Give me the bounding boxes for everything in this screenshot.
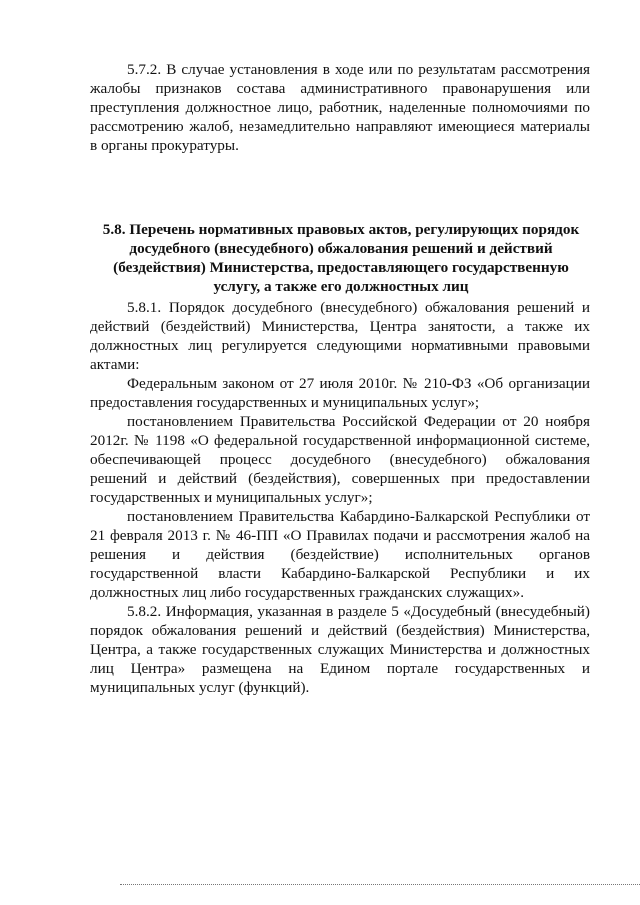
paragraph-5-8-2: 5.8.2. Информация, указанная в разделе 5 «Досудебный (внесудебный) порядок обжалования решений и действий (бездействия) Министерства, Центра, а также государственных служащих Министерства и должностных лиц Центра» размещена на Едином портале государственных и муниципальных услуг (функций). xyxy=(90,603,590,696)
section-5-7-2 xyxy=(90,60,590,155)
act-government-decree-rf: постановлением Правительства Российской Федерации от 20 ноября 2012г. № 1198 «О федеральной государственной информационной системе, обеспечивающей процесс досудебного (внесудебного) обжалования решений и действий (бездействия), совершенных при предоставлении государственных и муниципальных услуг»; xyxy=(90,413,590,506)
act-government-decree-kbr: постановлением Правительства Кабардино-Балкарской Республики от 21 февраля 2013 г. № 46-ПП «О Правилах подачи и рассмотрения жалоб на решения и действия (бездействие) исполнительных органов государственной власти Кабардино-Балкарской Республики и их должностных лиц либо государственных гражданских служащих». xyxy=(90,508,590,601)
paragraph-5-8-1: 5.8.1. Порядок досудебного (внесудебного) обжалования решений и действий (бездействий) Министерства, Центра занятости, а также их должностных лиц регулируется следующими нормативными правовыми актами: xyxy=(90,299,590,373)
act-federal-law: Федеральным законом от 27 июля 2010г. № 210-ФЗ «Об организации предоставления государственных и муниципальных услуг»; xyxy=(90,375,590,411)
section-5-8-body xyxy=(90,298,590,697)
bottom-divider xyxy=(120,884,640,885)
paragraph-5-7-2: 5.7.2. В случае установления в ходе или по результатам рассмотрения жалобы признаков состава административного правонарушения или преступления должностное лицо, работник, наделенные полномочиями по рассмотрению жалоб, незамедлительно направляют имеющиеся материалы в органы прокуратуры. xyxy=(90,61,590,154)
section-5-8-heading: 5.8. Перечень нормативных правовых актов, регулирующих порядок досудебного (внесудебного) обжалования решений и действий (бездействия) Министерства, предоставляющего государственную услугу, а также его должностных лиц xyxy=(102,221,580,295)
